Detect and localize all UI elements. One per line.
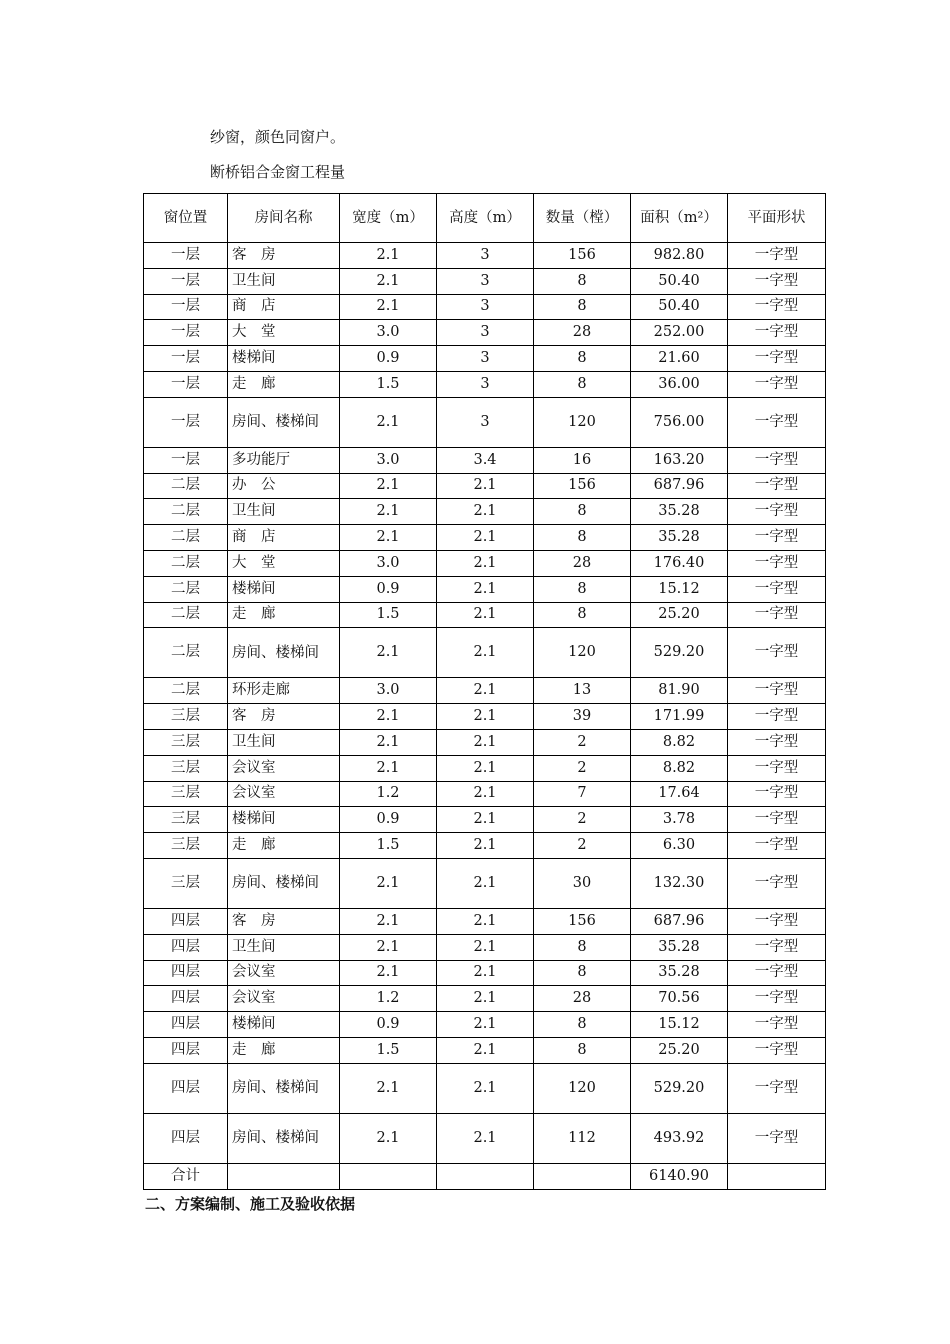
cell-area: 35.28 bbox=[631, 525, 728, 551]
cell-area: 70.56 bbox=[631, 986, 728, 1012]
table-row bbox=[144, 320, 826, 346]
total-empty-cell bbox=[437, 1163, 534, 1189]
cell-count: 8 bbox=[534, 268, 631, 294]
cell-count: 8 bbox=[534, 576, 631, 602]
cell-area: 81.90 bbox=[631, 678, 728, 704]
cell-room: 房间、楼梯间 bbox=[228, 397, 340, 447]
cell-area: 17.64 bbox=[631, 781, 728, 807]
cell-width: 0.9 bbox=[340, 346, 437, 372]
cell-count: 7 bbox=[534, 781, 631, 807]
cell-width: 2.1 bbox=[340, 908, 437, 934]
cell-position: 四层 bbox=[144, 1063, 228, 1113]
cell-position: 二层 bbox=[144, 473, 228, 499]
cell-position: 三层 bbox=[144, 704, 228, 730]
section-heading: 二、方案编制、施工及验收依据 bbox=[145, 1195, 356, 1213]
cell-position: 一层 bbox=[144, 268, 228, 294]
cell-shape: 一字型 bbox=[728, 908, 826, 934]
total-label: 合计 bbox=[144, 1163, 228, 1189]
table-row bbox=[144, 960, 826, 986]
cell-shape: 一字型 bbox=[728, 346, 826, 372]
cell-count: 2 bbox=[534, 755, 631, 781]
cell-width: 2.1 bbox=[340, 397, 437, 447]
total-empty-cell bbox=[228, 1163, 340, 1189]
cell-count: 28 bbox=[534, 550, 631, 576]
cell-height: 3 bbox=[437, 268, 534, 294]
cell-height: 3 bbox=[437, 320, 534, 346]
table-header-row bbox=[144, 194, 826, 243]
cell-width: 2.1 bbox=[340, 704, 437, 730]
table-row bbox=[144, 729, 826, 755]
cell-height: 2.1 bbox=[437, 704, 534, 730]
cell-position: 一层 bbox=[144, 294, 228, 320]
cell-width: 2.1 bbox=[340, 858, 437, 908]
cell-shape: 一字型 bbox=[728, 243, 826, 269]
cell-shape: 一字型 bbox=[728, 397, 826, 447]
table-row bbox=[144, 268, 826, 294]
cell-room: 走 廊 bbox=[228, 602, 340, 628]
cell-height: 2.1 bbox=[437, 986, 534, 1012]
cell-shape: 一字型 bbox=[728, 473, 826, 499]
cell-area: 687.96 bbox=[631, 908, 728, 934]
cell-room: 楼梯间 bbox=[228, 346, 340, 372]
cell-height: 2.1 bbox=[437, 960, 534, 986]
cell-shape: 一字型 bbox=[728, 934, 826, 960]
cell-room: 办 公 bbox=[228, 473, 340, 499]
table-row bbox=[144, 755, 826, 781]
cell-shape: 一字型 bbox=[728, 294, 826, 320]
cell-height: 3 bbox=[437, 243, 534, 269]
table-row bbox=[144, 704, 826, 730]
cell-width: 0.9 bbox=[340, 807, 437, 833]
cell-room: 楼梯间 bbox=[228, 1012, 340, 1038]
cell-position: 三层 bbox=[144, 833, 228, 859]
cell-position: 二层 bbox=[144, 678, 228, 704]
cell-position: 四层 bbox=[144, 934, 228, 960]
cell-area: 35.28 bbox=[631, 934, 728, 960]
cell-area: 982.80 bbox=[631, 243, 728, 269]
table-row bbox=[144, 447, 826, 473]
cell-width: 2.1 bbox=[340, 268, 437, 294]
cell-room: 环形走廊 bbox=[228, 678, 340, 704]
cell-height: 3 bbox=[437, 346, 534, 372]
cell-room: 大 堂 bbox=[228, 320, 340, 346]
cell-height: 2.1 bbox=[437, 576, 534, 602]
cell-height: 3 bbox=[437, 294, 534, 320]
cell-height: 2.1 bbox=[437, 934, 534, 960]
cell-count: 120 bbox=[534, 1063, 631, 1113]
table-row bbox=[144, 576, 826, 602]
cell-count: 120 bbox=[534, 397, 631, 447]
table-row bbox=[144, 550, 826, 576]
cell-shape: 一字型 bbox=[728, 576, 826, 602]
cell-room: 客 房 bbox=[228, 704, 340, 730]
cell-height: 2.1 bbox=[437, 781, 534, 807]
table-row bbox=[144, 678, 826, 704]
cell-shape: 一字型 bbox=[728, 628, 826, 678]
header-height: 高度（m） bbox=[437, 194, 534, 243]
cell-room: 客 房 bbox=[228, 908, 340, 934]
cell-position: 三层 bbox=[144, 729, 228, 755]
cell-shape: 一字型 bbox=[728, 960, 826, 986]
cell-shape: 一字型 bbox=[728, 781, 826, 807]
cell-room: 商 店 bbox=[228, 525, 340, 551]
total-area: 6140.90 bbox=[631, 1163, 728, 1189]
table-row bbox=[144, 781, 826, 807]
cell-shape: 一字型 bbox=[728, 268, 826, 294]
cell-count: 8 bbox=[534, 294, 631, 320]
cell-count: 2 bbox=[534, 729, 631, 755]
cell-room: 会议室 bbox=[228, 781, 340, 807]
cell-height: 2.1 bbox=[437, 678, 534, 704]
table-row bbox=[144, 1113, 826, 1163]
cell-shape: 一字型 bbox=[728, 704, 826, 730]
table-row bbox=[144, 807, 826, 833]
cell-room: 客 房 bbox=[228, 243, 340, 269]
cell-area: 132.30 bbox=[631, 858, 728, 908]
cell-room: 会议室 bbox=[228, 960, 340, 986]
cell-room: 会议室 bbox=[228, 986, 340, 1012]
cell-height: 2.1 bbox=[437, 755, 534, 781]
cell-room: 卫生间 bbox=[228, 499, 340, 525]
cell-width: 2.1 bbox=[340, 243, 437, 269]
cell-width: 2.1 bbox=[340, 960, 437, 986]
cell-position: 四层 bbox=[144, 986, 228, 1012]
cell-room: 商 店 bbox=[228, 294, 340, 320]
window-quantity-table bbox=[143, 193, 826, 1190]
table-row bbox=[144, 833, 826, 859]
cell-shape: 一字型 bbox=[728, 729, 826, 755]
cell-count: 8 bbox=[534, 602, 631, 628]
cell-room: 走 廊 bbox=[228, 371, 340, 397]
cell-count: 8 bbox=[534, 960, 631, 986]
cell-area: 252.00 bbox=[631, 320, 728, 346]
cell-position: 四层 bbox=[144, 1037, 228, 1063]
total-empty-cell bbox=[534, 1163, 631, 1189]
cell-height: 2.1 bbox=[437, 833, 534, 859]
cell-height: 2.1 bbox=[437, 473, 534, 499]
table-row bbox=[144, 1037, 826, 1063]
cell-area: 8.82 bbox=[631, 755, 728, 781]
cell-area: 15.12 bbox=[631, 576, 728, 602]
table-row bbox=[144, 908, 826, 934]
cell-room: 房间、楼梯间 bbox=[228, 1113, 340, 1163]
cell-count: 8 bbox=[534, 346, 631, 372]
table-row bbox=[144, 525, 826, 551]
cell-position: 一层 bbox=[144, 320, 228, 346]
cell-height: 2.1 bbox=[437, 602, 534, 628]
table-row bbox=[144, 499, 826, 525]
cell-area: 15.12 bbox=[631, 1012, 728, 1038]
cell-shape: 一字型 bbox=[728, 678, 826, 704]
cell-position: 二层 bbox=[144, 550, 228, 576]
cell-height: 2.1 bbox=[437, 807, 534, 833]
cell-count: 8 bbox=[534, 371, 631, 397]
cell-position: 四层 bbox=[144, 1113, 228, 1163]
cell-position: 四层 bbox=[144, 908, 228, 934]
cell-width: 2.1 bbox=[340, 755, 437, 781]
cell-room: 楼梯间 bbox=[228, 807, 340, 833]
cell-area: 529.20 bbox=[631, 1063, 728, 1113]
cell-area: 493.92 bbox=[631, 1113, 728, 1163]
cell-area: 3.78 bbox=[631, 807, 728, 833]
cell-height: 2.1 bbox=[437, 499, 534, 525]
cell-shape: 一字型 bbox=[728, 499, 826, 525]
header-area: 面积（m²） bbox=[631, 194, 728, 243]
cell-shape: 一字型 bbox=[728, 447, 826, 473]
cell-width: 1.2 bbox=[340, 781, 437, 807]
cell-shape: 一字型 bbox=[728, 371, 826, 397]
cell-count: 8 bbox=[534, 525, 631, 551]
cell-height: 2.1 bbox=[437, 1113, 534, 1163]
cell-shape: 一字型 bbox=[728, 858, 826, 908]
table-row bbox=[144, 243, 826, 269]
total-empty-cell bbox=[728, 1163, 826, 1189]
cell-room: 会议室 bbox=[228, 755, 340, 781]
table-row bbox=[144, 934, 826, 960]
cell-position: 二层 bbox=[144, 602, 228, 628]
cell-height: 2.1 bbox=[437, 1037, 534, 1063]
header-room: 房间名称 bbox=[228, 194, 340, 243]
cell-position: 三层 bbox=[144, 858, 228, 908]
cell-height: 3 bbox=[437, 371, 534, 397]
cell-shape: 一字型 bbox=[728, 550, 826, 576]
cell-width: 2.1 bbox=[340, 934, 437, 960]
cell-room: 卫生间 bbox=[228, 934, 340, 960]
table-row bbox=[144, 628, 826, 678]
cell-position: 二层 bbox=[144, 499, 228, 525]
cell-shape: 一字型 bbox=[728, 602, 826, 628]
table-row bbox=[144, 346, 826, 372]
cell-height: 2.1 bbox=[437, 550, 534, 576]
cell-count: 16 bbox=[534, 447, 631, 473]
cell-area: 6.30 bbox=[631, 833, 728, 859]
cell-position: 二层 bbox=[144, 628, 228, 678]
header-count: 数量（樘） bbox=[534, 194, 631, 243]
cell-height: 3 bbox=[437, 397, 534, 447]
cell-width: 3.0 bbox=[340, 447, 437, 473]
cell-area: 8.82 bbox=[631, 729, 728, 755]
cell-area: 756.00 bbox=[631, 397, 728, 447]
cell-position: 三层 bbox=[144, 755, 228, 781]
cell-width: 3.0 bbox=[340, 550, 437, 576]
cell-height: 2.1 bbox=[437, 628, 534, 678]
header-width: 宽度（m） bbox=[340, 194, 437, 243]
cell-count: 30 bbox=[534, 858, 631, 908]
cell-area: 35.28 bbox=[631, 499, 728, 525]
cell-width: 0.9 bbox=[340, 576, 437, 602]
intro-text: 纱窗，颜色同窗户。 bbox=[210, 128, 346, 146]
cell-width: 0.9 bbox=[340, 1012, 437, 1038]
cell-shape: 一字型 bbox=[728, 807, 826, 833]
cell-width: 2.1 bbox=[340, 729, 437, 755]
total-empty-cell bbox=[340, 1163, 437, 1189]
cell-position: 三层 bbox=[144, 781, 228, 807]
header-shape: 平面形状 bbox=[728, 194, 826, 243]
cell-width: 1.5 bbox=[340, 1037, 437, 1063]
cell-area: 35.28 bbox=[631, 960, 728, 986]
cell-count: 156 bbox=[534, 908, 631, 934]
cell-area: 25.20 bbox=[631, 1037, 728, 1063]
cell-width: 1.5 bbox=[340, 602, 437, 628]
cell-height: 2.1 bbox=[437, 729, 534, 755]
cell-count: 13 bbox=[534, 678, 631, 704]
cell-height: 3.4 bbox=[437, 447, 534, 473]
cell-width: 2.1 bbox=[340, 525, 437, 551]
cell-count: 2 bbox=[534, 807, 631, 833]
cell-count: 156 bbox=[534, 243, 631, 269]
cell-width: 3.0 bbox=[340, 678, 437, 704]
table-title: 断桥铝合金窗工程量 bbox=[210, 163, 346, 181]
cell-height: 2.1 bbox=[437, 1063, 534, 1113]
cell-area: 176.40 bbox=[631, 550, 728, 576]
cell-area: 21.60 bbox=[631, 346, 728, 372]
cell-width: 1.5 bbox=[340, 833, 437, 859]
cell-shape: 一字型 bbox=[728, 1063, 826, 1113]
cell-position: 四层 bbox=[144, 960, 228, 986]
cell-room: 走 廊 bbox=[228, 833, 340, 859]
cell-shape: 一字型 bbox=[728, 1012, 826, 1038]
cell-height: 2.1 bbox=[437, 1012, 534, 1038]
cell-width: 1.5 bbox=[340, 371, 437, 397]
cell-width: 2.1 bbox=[340, 294, 437, 320]
cell-room: 房间、楼梯间 bbox=[228, 858, 340, 908]
cell-shape: 一字型 bbox=[728, 525, 826, 551]
cell-height: 2.1 bbox=[437, 908, 534, 934]
cell-count: 2 bbox=[534, 833, 631, 859]
cell-shape: 一字型 bbox=[728, 755, 826, 781]
cell-room: 楼梯间 bbox=[228, 576, 340, 602]
total-row bbox=[144, 1163, 826, 1189]
cell-area: 50.40 bbox=[631, 268, 728, 294]
cell-width: 3.0 bbox=[340, 320, 437, 346]
cell-width: 2.1 bbox=[340, 628, 437, 678]
cell-count: 156 bbox=[534, 473, 631, 499]
table-row bbox=[144, 602, 826, 628]
cell-count: 8 bbox=[534, 1037, 631, 1063]
cell-area: 25.20 bbox=[631, 602, 728, 628]
cell-room: 卫生间 bbox=[228, 729, 340, 755]
cell-height: 2.1 bbox=[437, 858, 534, 908]
table-row bbox=[144, 986, 826, 1012]
cell-area: 171.99 bbox=[631, 704, 728, 730]
cell-area: 163.20 bbox=[631, 447, 728, 473]
table-row bbox=[144, 473, 826, 499]
cell-position: 二层 bbox=[144, 525, 228, 551]
cell-room: 大 堂 bbox=[228, 550, 340, 576]
table-row bbox=[144, 858, 826, 908]
cell-shape: 一字型 bbox=[728, 320, 826, 346]
cell-position: 一层 bbox=[144, 243, 228, 269]
cell-width: 2.1 bbox=[340, 499, 437, 525]
table-row bbox=[144, 1012, 826, 1038]
cell-shape: 一字型 bbox=[728, 1037, 826, 1063]
cell-shape: 一字型 bbox=[728, 1113, 826, 1163]
cell-room: 房间、楼梯间 bbox=[228, 628, 340, 678]
cell-area: 529.20 bbox=[631, 628, 728, 678]
cell-height: 2.1 bbox=[437, 525, 534, 551]
cell-count: 28 bbox=[534, 986, 631, 1012]
cell-width: 2.1 bbox=[340, 1063, 437, 1113]
table-row bbox=[144, 294, 826, 320]
cell-shape: 一字型 bbox=[728, 986, 826, 1012]
cell-position: 三层 bbox=[144, 807, 228, 833]
cell-width: 2.1 bbox=[340, 473, 437, 499]
cell-position: 一层 bbox=[144, 447, 228, 473]
table-row bbox=[144, 397, 826, 447]
cell-position: 二层 bbox=[144, 576, 228, 602]
cell-room: 卫生间 bbox=[228, 268, 340, 294]
cell-room: 房间、楼梯间 bbox=[228, 1063, 340, 1113]
cell-position: 一层 bbox=[144, 346, 228, 372]
cell-count: 28 bbox=[534, 320, 631, 346]
cell-count: 8 bbox=[534, 934, 631, 960]
cell-width: 1.2 bbox=[340, 986, 437, 1012]
header-position: 窗位置 bbox=[144, 194, 228, 243]
cell-position: 一层 bbox=[144, 397, 228, 447]
table-row bbox=[144, 371, 826, 397]
table-row bbox=[144, 1063, 826, 1113]
cell-position: 四层 bbox=[144, 1012, 228, 1038]
cell-position: 一层 bbox=[144, 371, 228, 397]
cell-count: 112 bbox=[534, 1113, 631, 1163]
cell-count: 39 bbox=[534, 704, 631, 730]
cell-count: 8 bbox=[534, 1012, 631, 1038]
table-body bbox=[144, 243, 826, 1164]
cell-area: 687.96 bbox=[631, 473, 728, 499]
cell-shape: 一字型 bbox=[728, 833, 826, 859]
cell-room: 多功能厅 bbox=[228, 447, 340, 473]
cell-count: 120 bbox=[534, 628, 631, 678]
cell-area: 50.40 bbox=[631, 294, 728, 320]
cell-width: 2.1 bbox=[340, 1113, 437, 1163]
cell-room: 走 廊 bbox=[228, 1037, 340, 1063]
cell-area: 36.00 bbox=[631, 371, 728, 397]
cell-count: 8 bbox=[534, 499, 631, 525]
